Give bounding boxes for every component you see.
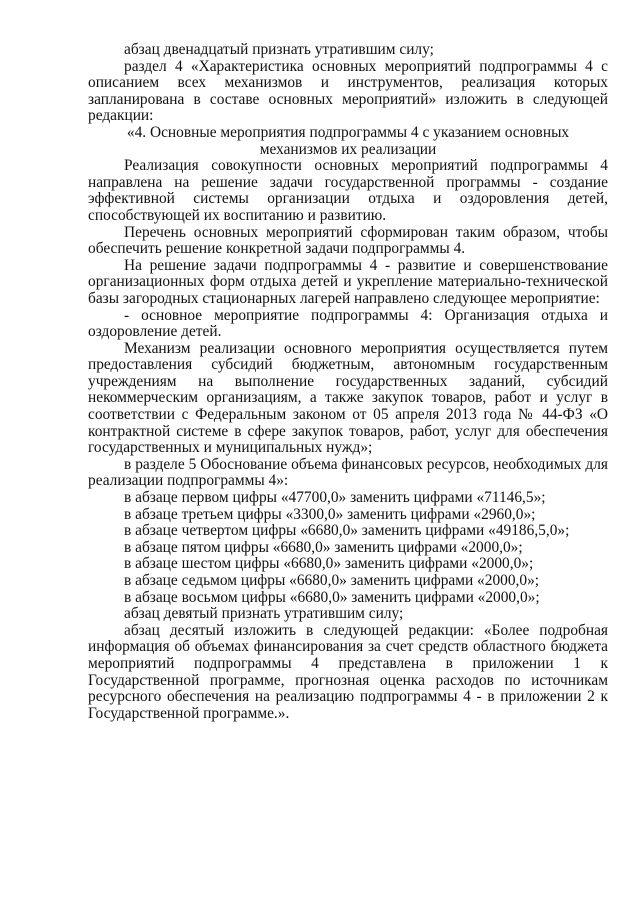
body-paragraph-5: Механизм реализации основного мероприятия осуществляется путем предоставления субсидий бюджетным, автономным государственным учреждениям на выполнение государственных заданий, субсидий некоммерческим организациям, а также закупок товаров, работ и услуг в соответствии с Федеральным законом от 05 апреля 2013 года № 44-ФЗ «О контрактной системе в сфере закупок товаров, работ, услуг для обеспечения государственных и муниципальных нужд»; [88, 339, 608, 457]
body-paragraph-6: в разделе 5 Обоснование объема финансовых ресурсов, необходимых для реализации подпрограммы 4»: [88, 455, 608, 490]
section-heading: «4. Основные мероприятия подпрограммы 4 с указанием основных механизмов их реализации [126, 123, 570, 158]
body-paragraph-12: в абзаце седьмом цифры «6680,0» заменить цифрами «2000,0»; [124, 572, 540, 589]
document-page [88, 42, 608, 722]
body-paragraph-10: в абзаце пятом цифры «6680,0» заменить цифрами «2000,0»; [124, 538, 523, 556]
body-paragraph-3: На решение задачи подпрограммы 4 - развитие и совершенствование организационных форм отдыха детей и укрепление материально-технической базы загородных стационарных лагерей направлено следующее мероприятие: [88, 256, 608, 307]
body-paragraph-13: в абзаце восьмом цифры «6680,0» заменить цифрами «2000,0»; [124, 588, 540, 606]
body-paragraph-7: в абзаце первом цифры «47700,0» заменить цифрами «71146,5»; [124, 489, 546, 507]
body-paragraph-2: Перечень основных мероприятий сформирован таким образом, чтобы обеспечить решение конкретной задачи подпрограммы 4. [88, 223, 608, 258]
body-paragraph-9: в абзаце четвертом цифры «6680,0» заменить цифрами «49186,5,0»; [124, 522, 570, 540]
body-paragraph-11: в абзаце шестом цифры «6680,0» заменить цифрами «2000,0»; [124, 555, 534, 573]
body-paragraph-14: абзац девятый признать утратившим силу; [124, 605, 404, 623]
body-paragraph-8: в абзаце третьем цифры «3300,0» заменить цифрами «2960,0»; [124, 505, 536, 523]
paragraph-1: абзац двенадцатый признать утратившим силу; [124, 41, 434, 58]
body-paragraph-4: - основное мероприятие подпрограммы 4: Организация отдыха и оздоровление детей. [88, 306, 608, 341]
paragraph-2: раздел 4 «Характеристика основных мероприятий подпрограммы 4 с описанием всех механизмов и инструментов, реализация которых запланирована в составе основных мероприятий» изложить в следующей редакции: [88, 57, 608, 125]
body-paragraph-15: абзац десятый изложить в следующей редакции: «Более подробная информация об объемах финансирования за счет средств областного бюджета мероприятий подпрограммы 4 представлена в приложении 1 к Государственной программе, прогнозная оценка расходов по источникам ресурсного обеспечения на реализацию подпрограммы 4 - в приложении 2 к Государственной программе.». [88, 621, 608, 722]
body-paragraph-1: Реализация совокупности основных мероприятий подпрограммы 4 направлена на решение задачи государственной программы - создание эффективной системы организации отдыха и оздоровления детей, способствующей их воспитанию и развитию. [88, 157, 608, 224]
